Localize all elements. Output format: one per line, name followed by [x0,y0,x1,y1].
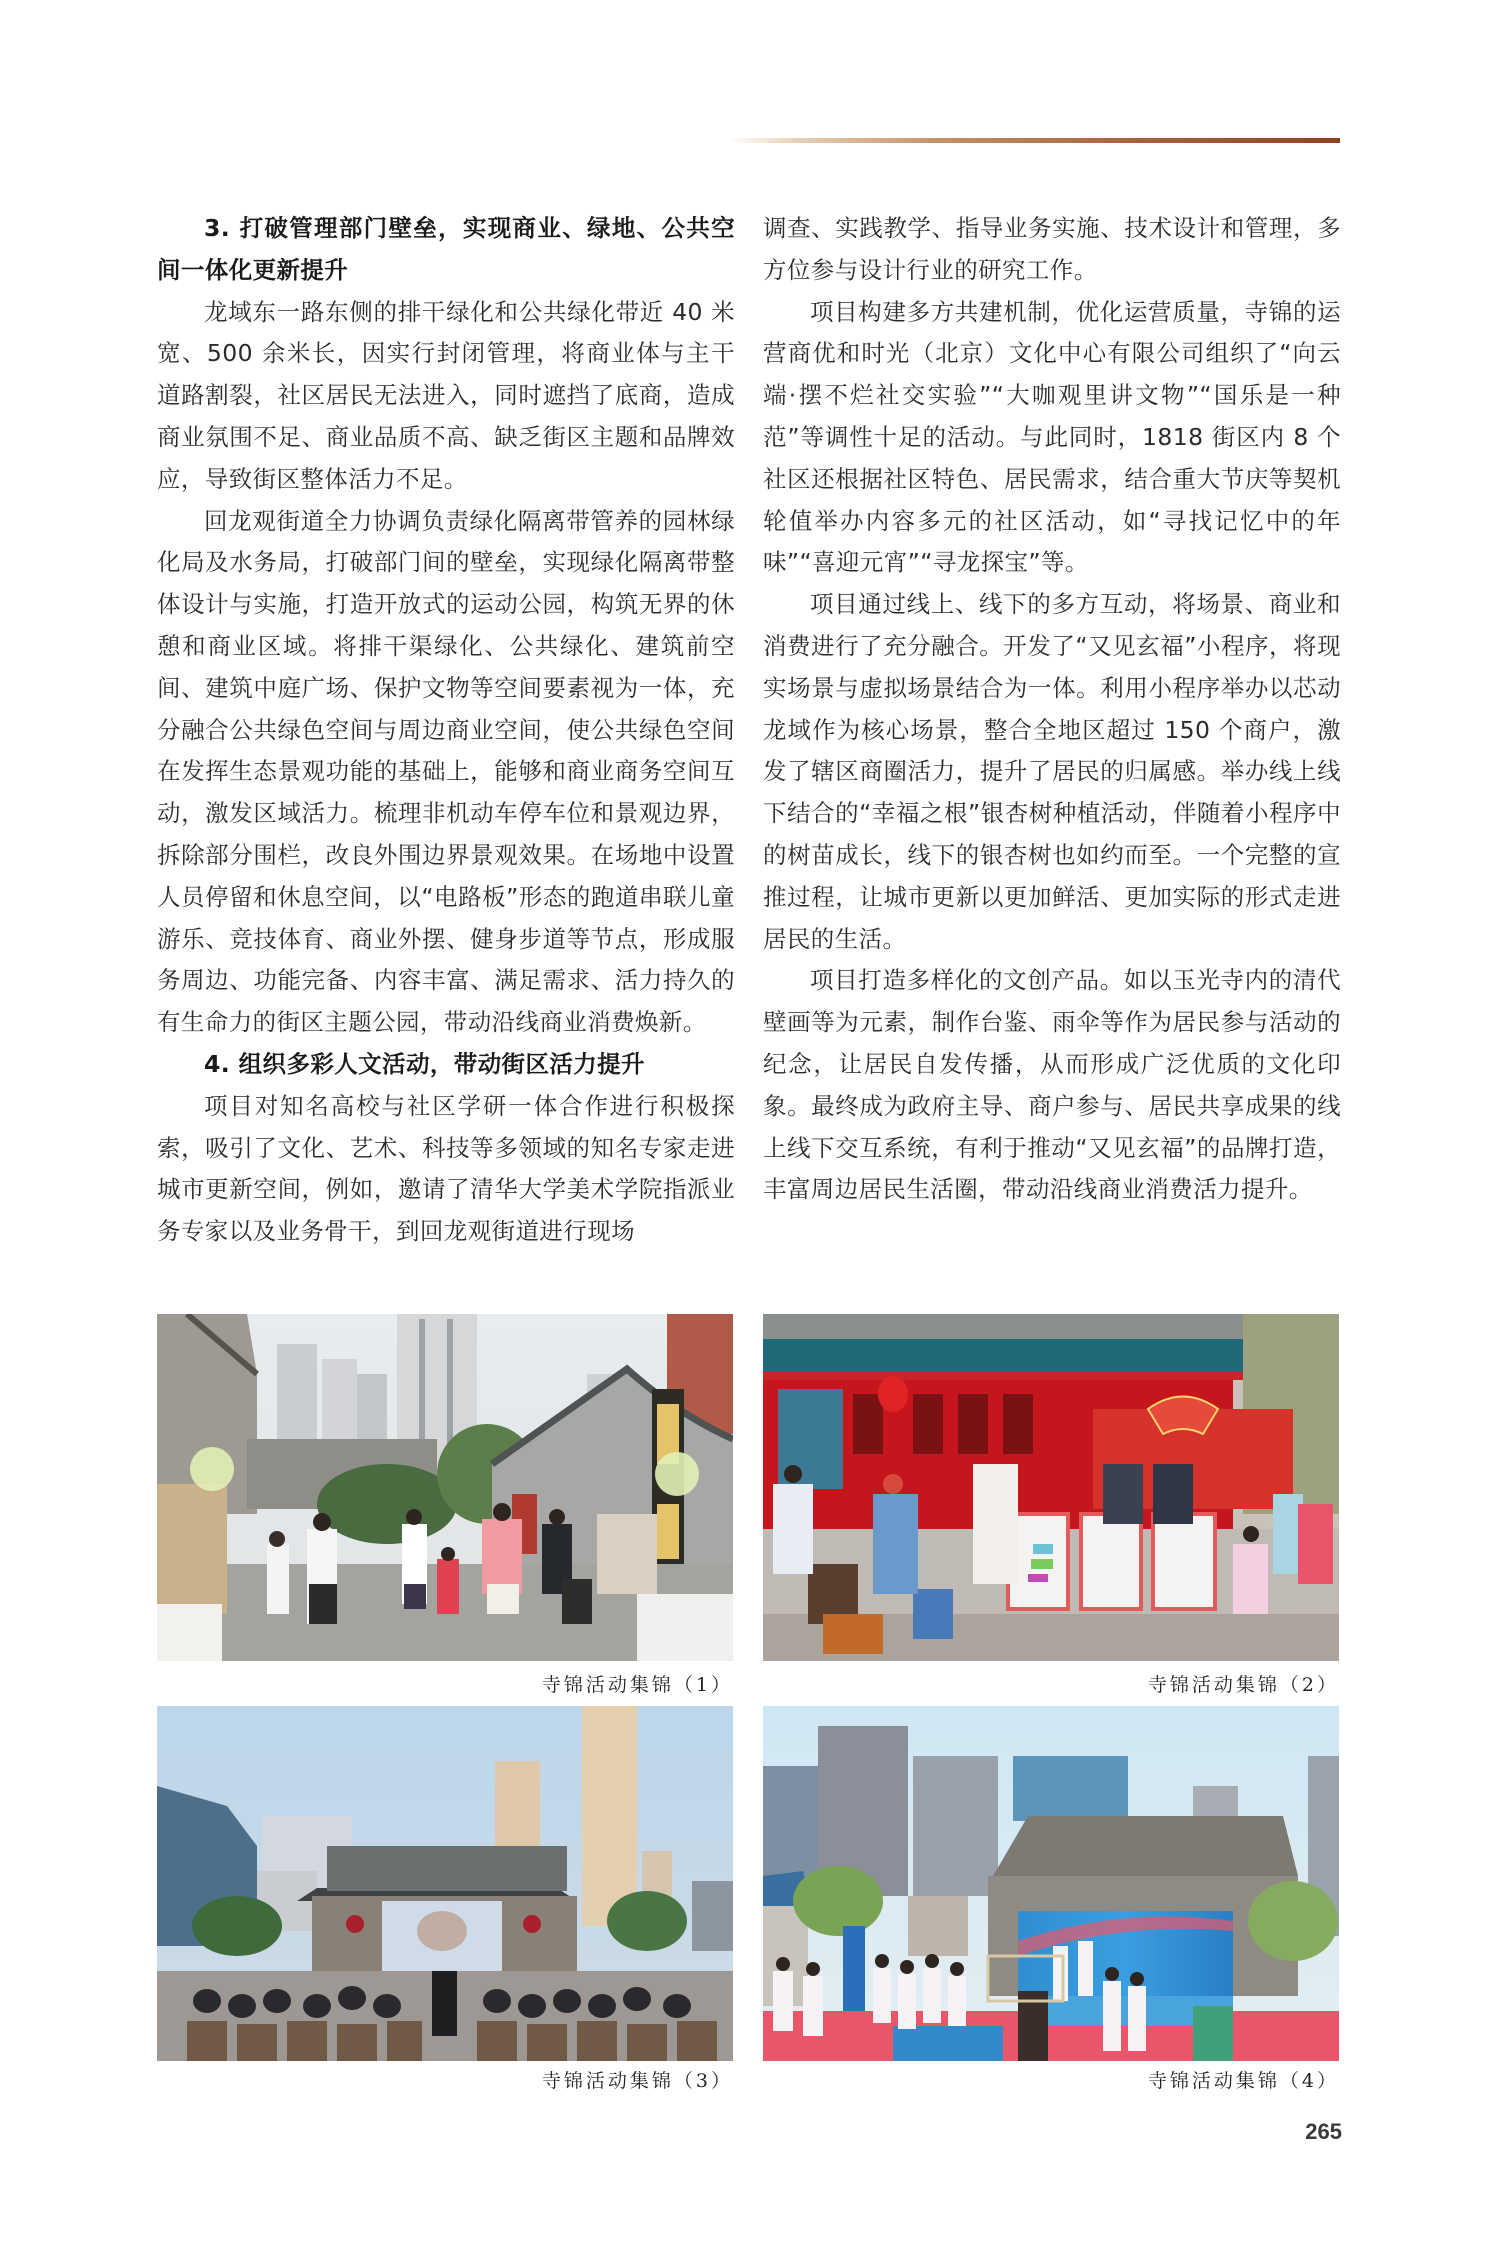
paragraph: 项目通过线上、线下的多方互动，将场景、商业和消费进行了充分融合。开发了“又见玄福”小程序，将现实场景与虚拟场景结合为一体。利用小程序举办以芯动龙域作为核心场景，整合全地区超过 150 个商户，激发了辖区商圈活力，提升了居民的归属感。举办线上线下结合的“幸福之根”银杏树种植活动，伴随着小程序中的树苗成长，线下的银杏树也如约而至。一个完整的宣推过程，让城市更新以更加鲜活、更加实际的形式走进居民的生活。 [763,590,1341,953]
photo-taekwondo-stage [763,1706,1339,2061]
section-heading-3: 3. 打破管理部门壁垒，实现商业、绿地、公共空间一体化更新提升 [157,214,735,284]
paragraph: 项目构建多方共建机制，优化运营质量，寺锦的运营商优和时光（北京）文化中心有限公司组织了“向云端·摆不烂社交实验”“大咖观里讲文物”“国乐是一种范”等调性十足的活动。与此同时，1818 街区内 8 个社区还根据社区特色、居民需求，结合重大节庆等契机轮值举办内容多元的社区活动，如“寻找记忆中的年味”“喜迎元宵”“寻龙探宝”等。 [763,297,1341,577]
photo-caption: 寺锦活动集锦（3） [541,2070,733,2092]
paragraph: 项目对知名高校与社区学研一体合作进行积极探索，吸引了文化、艺术、科技等多领域的知名专家走进城市更新空间，例如，邀请了清华大学美术学院指派业务专家以及业务骨干，到回龙观街道进行现场 [157,1091,735,1246]
page-number: 265 [1305,2119,1342,2144]
left-text-column [157,208,735,1253]
paragraph: 回龙观街道全力协调负责绿化隔离带管养的园林绿化局及水务局，打破部门间的壁垒，实现绿化隔离带整体设计与实施，打造开放式的运动公园，构筑无界的休憩和商业区域。将排干渠绿化、公共绿化、建筑前空间、建筑中庭广场、保护文物等空间要素视为一体，充分融合公共绿色空间与周边商业空间，使公共绿色空间在发挥生态景观功能的基础上，能够和商业商务空间互动，激发区域活力。梳理非机动车停车位和景观边界，拆除部分围栏，改良外围边界景观效果。在场地中设置人员停留和休息空间，以“电路板”形态的跑道串联儿童游乐、竞技体育、商业外摆、健身步道等节点，形成服务周边、功能完备、内容丰富、满足需求、活力持久的有生命力的街区主题公园，带动沿线商业消费焕新。 [157,506,735,1037]
photo-caption: 寺锦活动集锦（4） [1147,2070,1339,2092]
photo-film-screening [157,1706,733,2061]
header-accent-rule [728,138,1340,143]
photo-street-market [157,1314,733,1661]
right-text-column [763,208,1341,1211]
photo-caption: 寺锦活动集锦（2） [1147,1674,1339,1696]
paragraph: 项目打造多样化的文创产品。如以玉光寺内的清代壁画等为元素，制作台鉴、雨伞等作为居民参与活动的纪念，让居民自发传播，从而形成广泛优质的文化印象。最终成为政府主导、商户参与、居民共享成果的线上线下交互系统，有利于推动“又见玄福”的品牌打造，丰富周边居民生活圈，带动沿线商业消费活力提升。 [763,966,1341,1204]
paragraph-continued: 调查、实践教学、指导业务实施、技术设计和管理，多方位参与设计行业的研究工作。 [763,214,1341,284]
section-heading-4: 4. 组织多彩人文活动，带动街区活力提升 [204,1049,645,1078]
photo-temple-festival [763,1314,1339,1661]
paragraph: 龙域东一路东侧的排干绿化和公共绿化带近 40 米宽、500 余米长，因实行封闭管理，将商业体与主干道路割裂，社区居民无法进入，同时遮挡了底商，造成商业氛围不足、商业品质不高、缺乏街区主题和品牌效应，导致街区整体活力不足。 [157,297,735,493]
photo-caption: 寺锦活动集锦（1） [541,1674,733,1696]
